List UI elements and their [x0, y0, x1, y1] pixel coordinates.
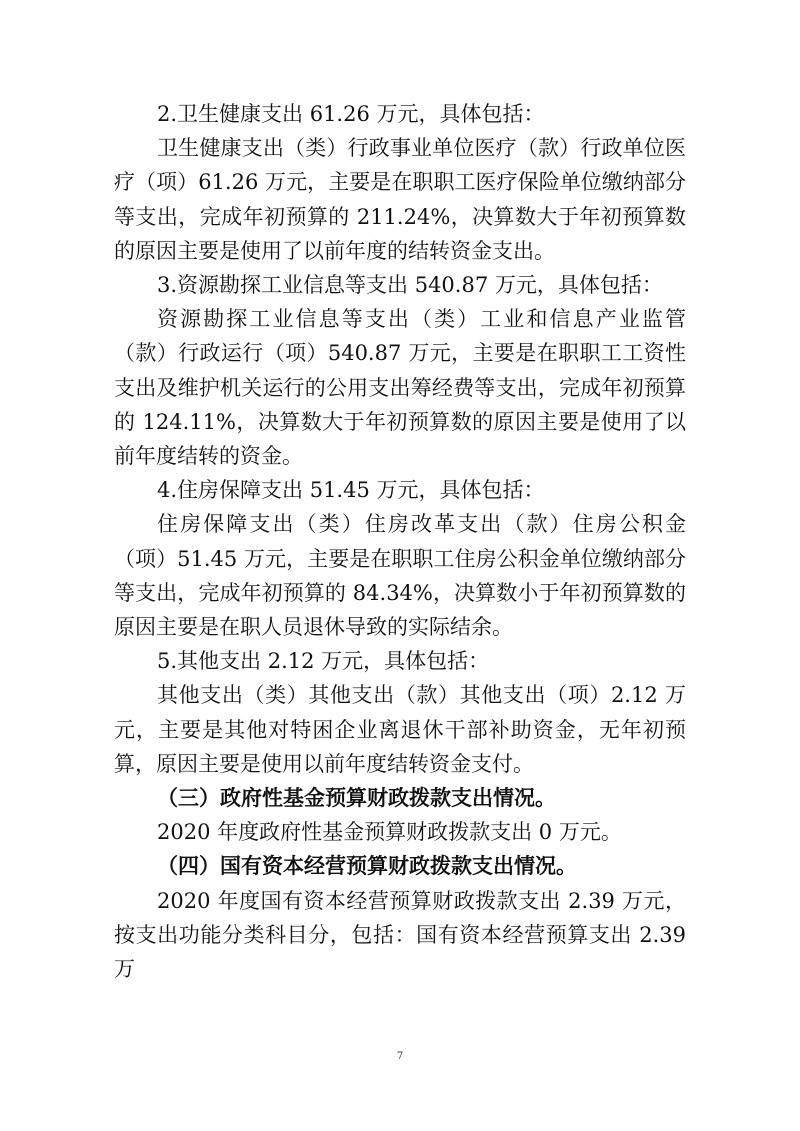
section-heading-government-fund: （三）政府性基金预算财政拨款支出情况。: [157, 785, 556, 811]
paragraph-resources-heading: 3.资源勘探工业信息等支出 540.87 万元，具体包括：: [157, 273, 663, 298]
paragraph-health-heading: 2.卫生健康支出 61.26 万元，具体包括：: [157, 102, 545, 126]
paragraph-other-detail: 其他支出（类）其他支出（款）其他支出（项）2.12 万元，主要是其他对特困企业离退休干部补助资金，无年初预算，原因主要是使用以前年度结转资金支付。: [114, 683, 686, 776]
paragraph-resources-detail: 资源勘探工业信息等支出（类）工业和信息产业监管（款）行政运行（项）540.87 万元，主要是在职职工工资性支出及维护机关运行的公用支出筹经费等支出，完成年初预算的 124.11%，决算数大于年初预算数的原因主要是使用了以前年度结转的资金。: [114, 307, 686, 469]
paragraph-state-capital: 2020 年度国有资本经营预算财政拨款支出 2.39 万元，按支出功能分类科目分，包括：国有资本经营预算支出 2.39 万: [114, 888, 686, 982]
paragraph-housing-detail: 住房保障支出（类）住房改革支出（款）住房公积金（项）51.45 万元，主要是在职职工住房公积金单位缴纳部分等支出，完成年初预算的 84.34%，决算数小于年初预算数的原因主要是在职人员退休导致的实际结余。: [114, 512, 686, 640]
paragraph-other-heading: 5.其他支出 2.12 万元，具体包括：: [157, 649, 490, 674]
paragraph-housing-heading: 4.住房保障支出 51.45 万元，具体包括：: [157, 478, 545, 503]
body-text: [114, 97, 686, 986]
paragraph-government-fund: 2020 年度政府性基金预算财政拨款支出 0 万元。: [157, 820, 622, 845]
page-number: 7: [396, 1051, 404, 1062]
section-heading-state-capital: （四）国有资本经营预算财政拨款支出情况。: [157, 853, 577, 879]
paragraph-health-detail: 卫生健康支出（类）行政事业单位医疗（款）行政单位医疗（项）61.26 万元，主要是在职职工医疗保险单位缴纳部分等支出，完成年初预算的 211.24%，决算数大于年初预算数的原因主要是使用了以前年度的结转资金支出。: [114, 136, 686, 263]
